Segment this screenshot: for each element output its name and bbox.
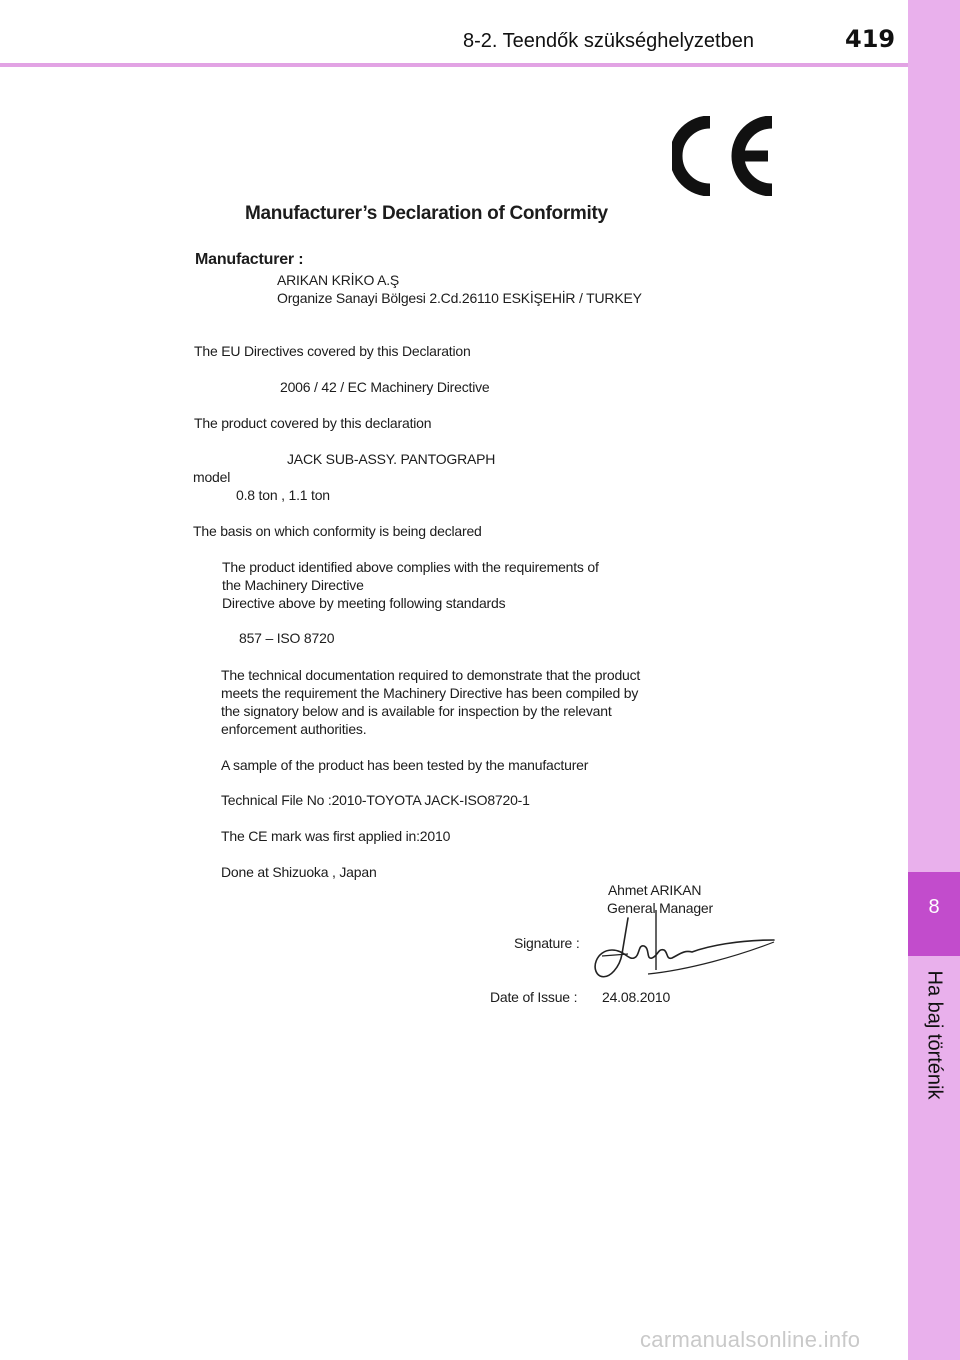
compliance-line: the Machinery Directive [222,577,364,593]
watermark-text: carmanualsonline.info [640,1327,861,1352]
manufacturer-name: ARIKAN KRİKO A.Ş [277,272,400,288]
chapter-sidebar [908,0,960,1360]
signature-label: Signature : [514,935,580,951]
compliance-line: Directive above by meeting following standards [222,595,506,611]
handwritten-signature [588,910,784,988]
product-heading: The product covered by this declaration [194,415,432,431]
signatory-title: General Manager [607,900,713,916]
chapter-number: 8 [928,896,940,918]
standard-reference: 857 – ISO 8720 [239,630,335,646]
page-header-title: 8-2. Teendők szükséghelyzetben [463,30,754,52]
ce-mark-logo [672,116,778,196]
manufacturer-label: Manufacturer : [195,251,304,268]
date-of-issue-value: 24.08.2010 [602,989,671,1005]
ce-applied-statement: The CE mark was first applied in:2010 [221,828,451,844]
signatory-name: Ahmet ARIKAN [608,882,702,898]
header-divider [0,63,908,67]
done-at-location: Done at Shizuoka , Japan [221,864,377,880]
technical-doc-line: The technical documentation required to demonstrate that the product [221,667,641,683]
eu-directive: 2006 / 42 / EC Machinery Directive [280,379,490,395]
section-label: Ha baj történik [923,970,946,1100]
eu-directives-heading: The EU Directives covered by this Declaration [194,343,471,359]
technical-doc-line: enforcement authorities. [221,721,367,737]
product-name: JACK SUB-ASSY. PANTOGRAPH [287,451,496,467]
technical-doc-line: meets the requirement the Machinery Directive has been compiled by [221,685,639,701]
compliance-line: The product identified above complies with the requirements of [222,559,599,575]
page-number: 419 [845,25,896,53]
date-of-issue-label: Date of Issue : [490,989,578,1005]
model-values: 0.8 ton , 1.1 ton [236,487,330,503]
chapter-tab[interactable] [908,872,960,956]
manufacturer-address: Organize Sanayi Bölgesi 2.Cd.26110 ESKİŞEHİR / TURKEY [277,290,642,306]
sample-statement: A sample of the product has been tested by the manufacturer [221,757,589,773]
basis-heading: The basis on which conformity is being declared [193,523,482,539]
technical-doc-line: the signatory below and is available for inspection by the relevant [221,703,612,719]
technical-file-number: Technical File No :2010-TOYOTA JACK-ISO8720-1 [221,792,530,808]
model-label: model [193,469,231,485]
declaration-title: Manufacturer’s Declaration of Conformity [245,203,608,224]
